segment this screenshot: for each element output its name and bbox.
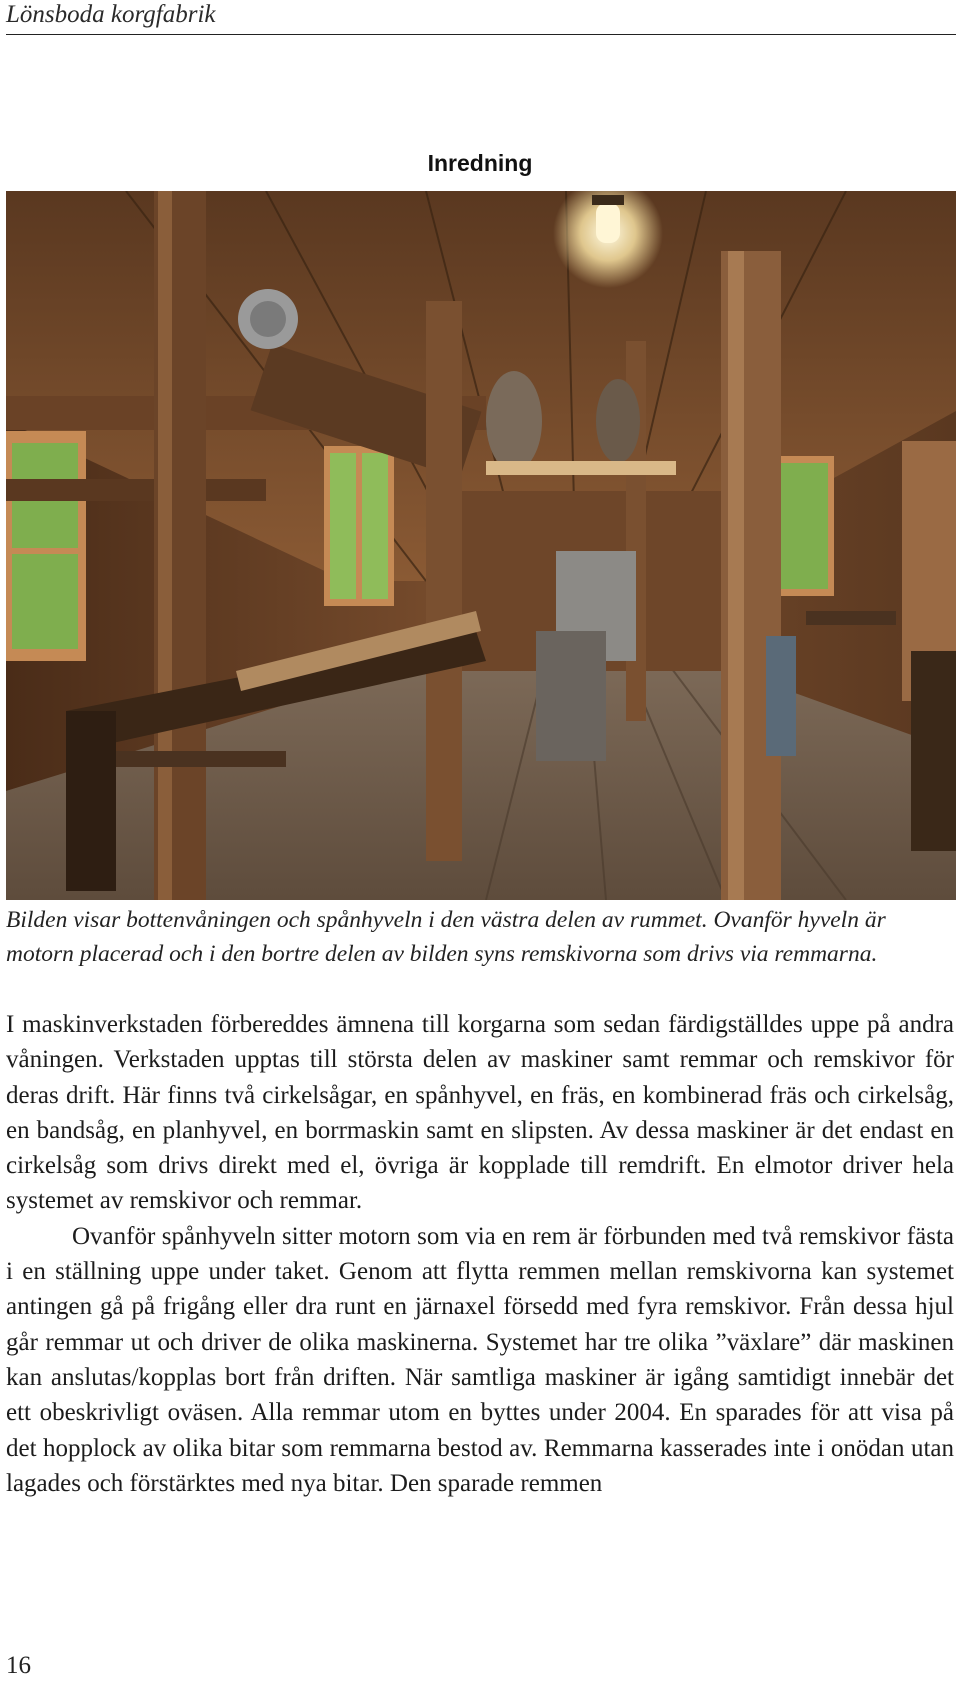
section-title: Inredning: [427, 150, 533, 176]
page-number: 16: [6, 1652, 31, 1679]
photo-caption: Bilden visar bottenvåningen och spånhyveln i den västra delen av rummet. Ovanför hyveln är motorn placerad och i den bortre delen av bilden syns remskivorna som drivs via remmarna.: [6, 907, 886, 967]
paragraph-2: Ovanför spånhyveln sitter motorn som via en rem är förbunden med två remskivor fästa i en ställning uppe under taket. Genom att flytta remmen mellan remskivorna kan systemet antingen gå på frigång eller dra runt en järnaxel försedd med fyra remskivor. Från dessa hjul går remmar ut och driver de olika maskinerna. Systemet har tre olika ”växlare” där maskinen kan anslutas/kopplas bort från driften. När samtliga maskiner är igång samtidigt innebär det ett obeskrivligt oväsen. Alla remmar utom en byttes under 2004. En sparades för att visa på det hopplock av olika bitar som remmarna bestod av. Remmarna kasserades inte i onödan utan lagades och förstärktes med nya bitar. Den sparade remmen: [6, 1222, 954, 1497]
paragraph-1: I maskinverkstaden förbereddes ämnena till korgarna som sedan färdigställdes uppe på andra våningen. Verkstaden upptas till största delen av maskiner samt remmar och remskivor för deras drift. Här finns två cirkelsågar, en spånhyvel, en fräs, en kombinerad fräs och cirkelsåg, en bandsåg, en planhyvel, en borrmaskin samt en slipsten. Av dessa maskiner är det endast en cirkelsåg som drivs direkt med el, övriga är kopplade till remdrift. En elmotor driver hela systemet av remskivor och remmar.: [6, 1011, 954, 1215]
running-title: Lönsboda korgfabrik: [6, 1, 216, 28]
running-head: [6, 0, 956, 35]
workshop-photo: [6, 191, 956, 900]
body-text: [6, 1007, 954, 1501]
